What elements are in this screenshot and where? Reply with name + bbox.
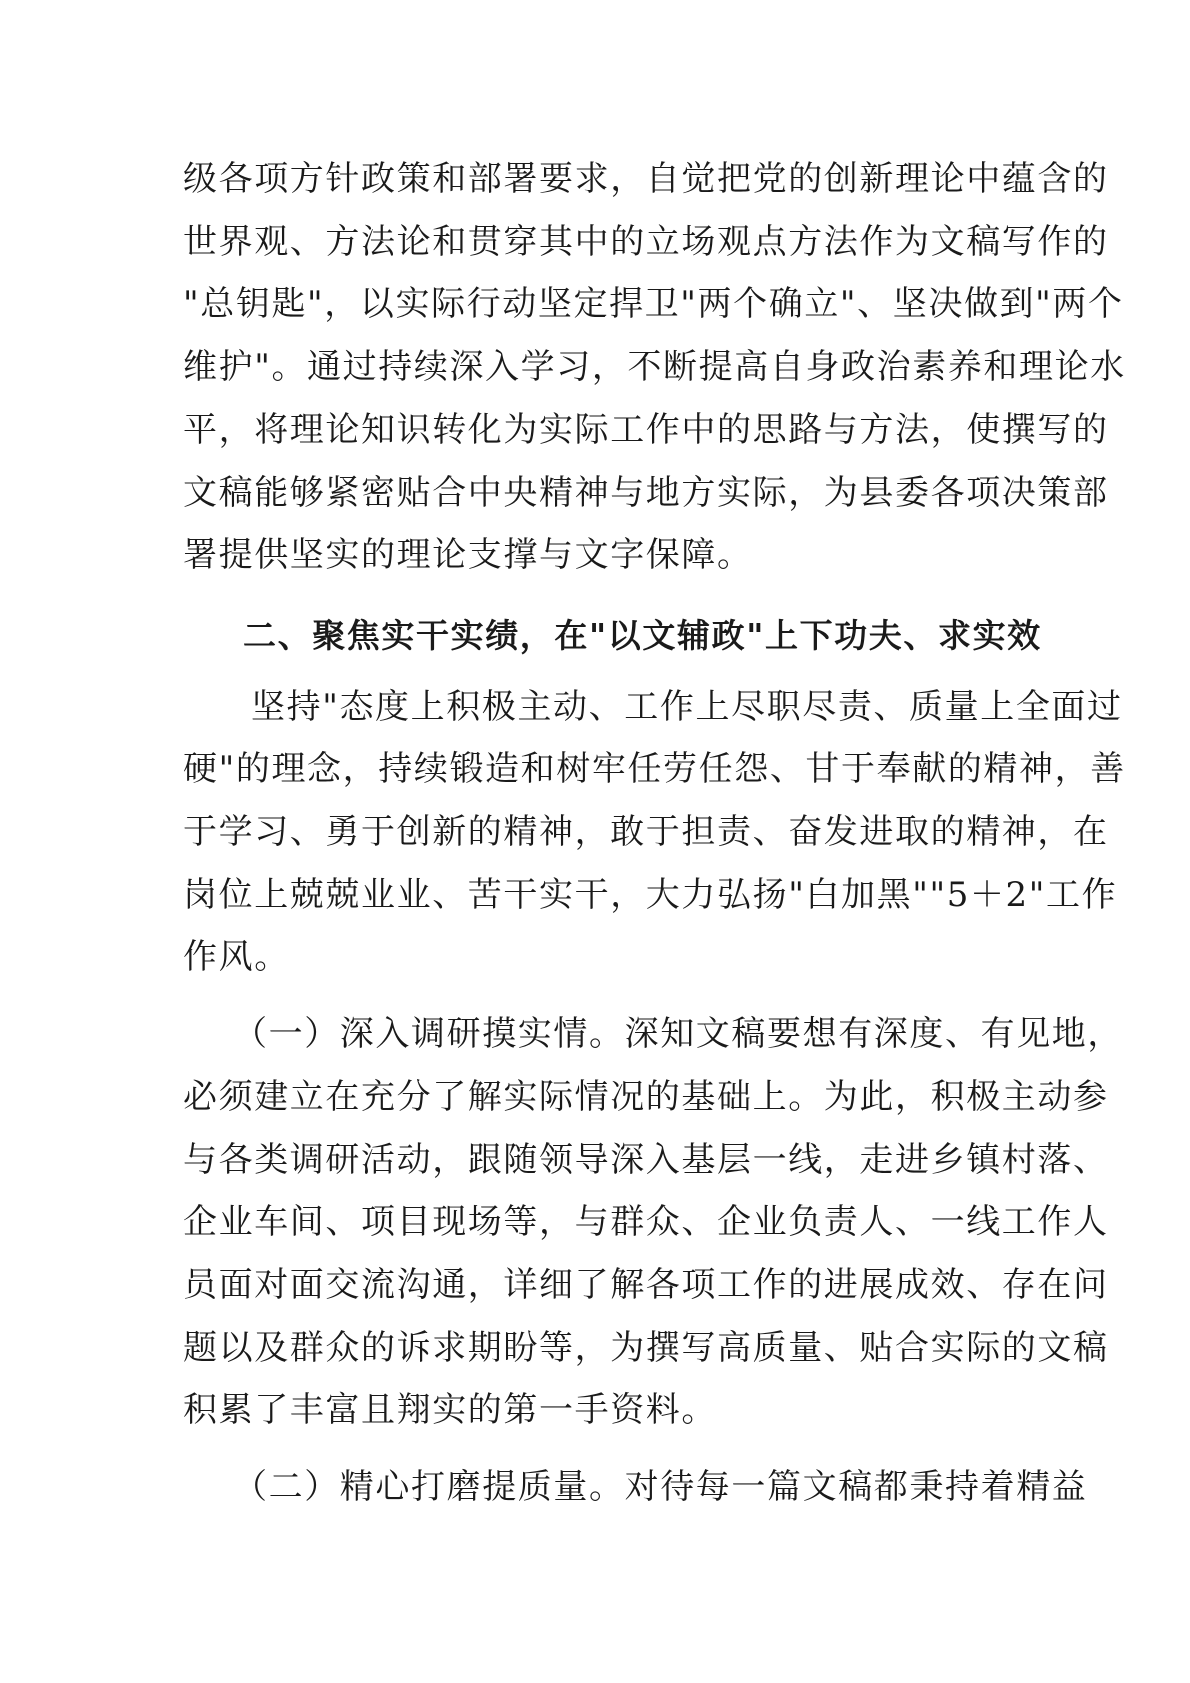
text-line: 文稿能够紧密贴合中央精神与地方实际，为县委各项决策部 — [183, 472, 1109, 513]
text-line: 与各类调研活动，跟随领导深入基层一线，走进乡镇村落、 — [183, 1139, 1109, 1180]
text-line: 世界观、方法论和贯穿其中的立场观点方法作为文稿写作的 — [183, 221, 1109, 262]
text-line: 积累了丰富且翔实的第一手资料。 — [183, 1390, 717, 1431]
text-line: （二）精心打磨提质量。对待每一篇文稿都秉持着精益 — [233, 1467, 1088, 1508]
text-line: 平，将理论知识转化为实际工作中的思路与方法，使撰写的 — [183, 409, 1109, 450]
document-body — [183, 148, 1126, 1519]
paragraph-theory-study — [183, 148, 1126, 587]
paragraph-research — [183, 1003, 1123, 1442]
text-line: 维护"。通过持续深入学习，不断提高自身政治素养和理论水 — [183, 347, 1126, 388]
paragraph-polish-quality — [183, 1456, 1088, 1519]
text-line: 于学习、勇于创新的精神，敢于担责、奋发进取的精神，在 — [183, 812, 1109, 853]
text-line: 题以及群众的诉求期盼等，为撰写高质量、贴合实际的文稿 — [183, 1327, 1109, 1368]
section-heading: 二、聚焦实干实绩，在"以文辅政"上下功夫、求实效 — [243, 615, 1042, 655]
text-line: （一）深入调研摸实情。深知文稿要想有深度、有见地， — [233, 1014, 1123, 1055]
text-line: 坚持"态度上积极主动、工作上尽职尽责、质量上全面过 — [251, 686, 1123, 727]
text-line: 硬"的理念，持续锻造和树牢任劳任怨、甘于奉献的精神，善 — [183, 749, 1126, 790]
text-line: 作风。 — [183, 937, 290, 978]
text-line: 企业车间、项目现场等，与群众、企业负责人、一线工作人 — [183, 1202, 1109, 1243]
text-line: 必须建立在充分了解实际情况的基础上。为此，积极主动参 — [183, 1076, 1109, 1117]
paragraph-work-attitude — [183, 676, 1126, 990]
text-line: 级各项方针政策和部署要求，自觉把党的创新理论中蕴含的 — [183, 159, 1109, 199]
text-line: 岗位上兢兢业业、苦干实干，大力弘扬"白加黑""5＋2"工作 — [183, 874, 1118, 915]
text-line: 署提供坚实的理论支撑与文字保障。 — [183, 535, 753, 576]
text-line: "总钥匙"，以实际行动坚定捍卫"两个确立"、坚决做到"两个 — [183, 284, 1124, 325]
text-line: 员面对面交流沟通，详细了解各项工作的进展成效、存在问 — [183, 1264, 1109, 1305]
